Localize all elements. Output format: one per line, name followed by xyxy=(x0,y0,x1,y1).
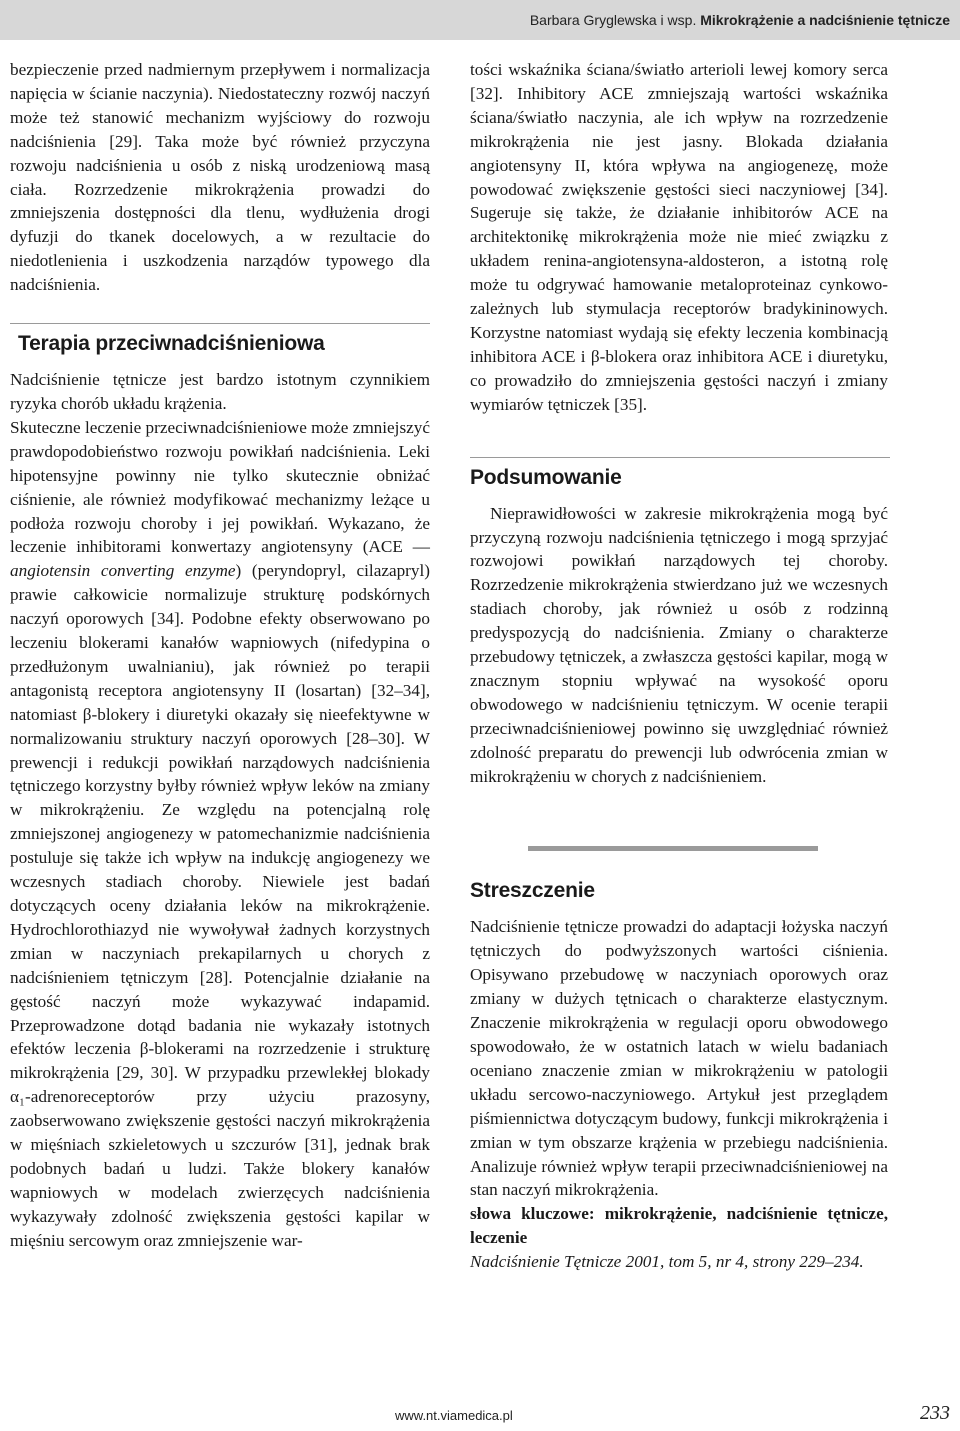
therapy-text-part1: Skuteczne leczenie przeciwnadciśnieniowe może zmniejszyć prawdopodobieństwo rozwoju powikłań nadciśnienia. Leki hipotensyjne powinny nie tylko skutecznie obniżać ciśnienie, ale również modyfikować mechanizmy leżące u podłoża rozwoju choroby i jej powikłań. Wykazano, że leczenie inhibitorami konwertazy angiotensyny (ACE — xyxy=(10,417,430,557)
footer-url: www.nt.viamedica.pl xyxy=(395,1408,513,1423)
therapy-text-part2: ) (peryndopryl, cilazapryl) prawie całkowicie normalizuje strukturę podskórnych naczyń oporowych [34]. Podobne efekty obserwowano po leczeniu blokerami kanałów wapniowych (nifedypina o przedłużonym uwalnianiu), jak również po terapii antagonistą receptora angiotensyny II (losartan) [32–34], natomiast β-blokery i diuretyki okazały się nieefektywne w normalizowaniu struktury naczyń oporowych [28–30]. W prewencji i redukcji powikłań narządowych nadciśnienia tętniczego korzystny byłby również wpływ leków na zmiany w mikrokrążeniu. Ze względu na potencjalną rolę zmniejszonej angiogenezy w patomechanizmie nadciśnienia postuluje się także ich wpływ na indukcję angiogenezy we wczesnych stadiach choroby. Niewiele jest badań dotyczących oceny działania leków na mikrokrążenie. Hydrochlorothiazyd nie wywoływał żadnych korzystnych zmian w naczyniach prekapilarnych u chorych z nadciśnieniem tętniczym [28]. Potencjalnie działanie na gęstość naczyń może wykazywać indapamid. Przeprowadzone dotąd badania nie wykazały istotnych efektów leczenia β-blokerami na rozrzedzenie i strukturę mikrokrążenia [29, 30]. W przypadku przewlekłej blokady α₁-adrenoreceptorów przy użyciu prazosyny, zaobserwowano zwiększenie gęstości naczyń mikrokrążenia w mięśniach szkieletowych u szczurów [31], jednak brak podobnych badań u ludzi. Także blokery kanałów wapniowych w modelach zwierzęcych nadciśnienia wykazywały zdolność zwiększenia gęstości kapilar w mięśniu sercowym oraz zmniejszenie war- xyxy=(10,561,430,1250)
abstract-heading: Streszczenie xyxy=(470,879,595,903)
left-column xyxy=(10,58,430,1253)
intro-paragraph: bezpieczenie przed nadmiernym przepływem i normalizacja napięcia w ścianie naczynia). Niedostateczny rozwój naczyń może też stanowić mechanizm wyjściowy do rozwoju nadciśnienia [29]. Taka może być również przyczyna rozwoju nadciśnienia u osób z niską urodzeniową masą ciała. Rozrzedzenie mikrokrążenia prowadzi do zmniejszenia dostępności dla tlenu, wydłużenia drogi dyfuzji do tkanek docelowych, a w rezultacie do niedotlenienia i uszkodzenia narządów typowego dla nadciśnienia. xyxy=(10,60,430,295)
right-column xyxy=(470,58,888,1274)
therapy-italic-term: angiotensin converting enzyme xyxy=(10,561,236,581)
running-header xyxy=(0,0,960,40)
abstract-paragraph: Nadciśnienie tętnicze prowadzi do adaptacji łożyska naczyń tętniczych do podwyższonych wartości ciśnienia. Opisywano przebudowę w naczyniach oporowych oraz zmiany w dużych tętnicach o charakterze elastycznym. Znaczenie mikrokrążenia w regulacji oporu obwodowego spowodowało, że w ostatnich latach w wielu badaniach oceniano znaczenie zmian w mikrokrążeniu w patologii układu sercowo-naczyniowego. Artykuł jest przeglądem piśmiennictwa dotyczącym budowy, funkcji mikrokrążenia i zmian w tym obszarze krążenia w przebiegu nadciśnienia. Analizuje również wpływ terapii przeciwnadciśnieniowej na stan naczyń mikrokrążenia. xyxy=(470,917,888,1200)
header-text xyxy=(530,12,950,28)
abstract-divider xyxy=(528,846,818,851)
header-authors: Barbara Gryglewska i wsp. xyxy=(529,12,697,28)
citation: Nadciśnienie Tętnicze 2001, tom 5, nr 4, strony 229–234. xyxy=(470,1252,864,1272)
keywords: słowa kluczowe: mikrokrążenie, nadciśnienie tętnicze, leczenie xyxy=(470,1204,888,1248)
header-title: Mikrokrążenie a nadciśnienie tętnicze xyxy=(700,12,950,28)
summary-heading: Podsumowanie xyxy=(470,465,622,489)
therapy-heading: Terapia przeciwnadciśnieniowa xyxy=(18,332,325,356)
section-divider xyxy=(10,323,430,324)
continuation-paragraph: tości wskaźnika ściana/światło arterioli lewej komory serca [32]. Inhibitory ACE zmniejszają wartości wskaźnika ściana/światło naczynia, ale ich wpływ na rozrzedzenie mikrokrążenia nie jest jasny. Blokada działania angiotensyny II, która wpływa na angiogenezę, może powodować zwiększenie gęstości sieci naczyniowej [34]. Sugeruje się także, że działanie inhibitorów ACE na architektonikę mikrokrążenia może nie mieć związku z układem renina-angiotensyna-aldosteron, a istotną rolę może tu odgrywać hamowanie metaloproteinaz cynkowo-zależnych lub stymulacja receptorów bradykininowych. Korzystne natomiast wydają się efekty leczenia kombinacją inhibitora ACE i β-blokera oraz inhibitora ACE i diuretyku, co prowadziło do zmniejszenia gęstości naczyń i zmiany wymiarów tętniczek [35]. xyxy=(470,60,888,414)
summary-divider xyxy=(470,457,890,458)
summary-paragraph: Nieprawidłowości w zakresie mikrokrążenia mogą być przyczyną rozwoju nadciśnienia tętniczego i mogą sprzyjać rozwojowi powikłań narządowych tej choroby. Rozrzedzenie mikrokrążenia stwierdzano już we wczesnych stadiach choroby, jak również u osób z rodzinną predyspozycją do nadciśnienia. Zmiany o charakterze przebudowy tętniczek, a zwłaszcza gęstości kapilar, mogą w znacznym stopniu wpływać na wysokość oporu obwodowego w nadciśnieniu tętniczym. W ocenie terapii przeciwnadciśnieniowej powinno się uwzględniać również zdolność preparatu do prewencji lub odwrócenia zmian w mikrokrążeniu w chorych z nadciśnieniem. xyxy=(470,503,888,786)
therapy-first-paragraph: Nadciśnienie tętnicze jest bardzo istotnym czynnikiem ryzyka chorób układu krążenia. xyxy=(10,370,430,413)
therapy-paragraph xyxy=(10,416,430,1253)
page-number: 233 xyxy=(920,1402,950,1424)
